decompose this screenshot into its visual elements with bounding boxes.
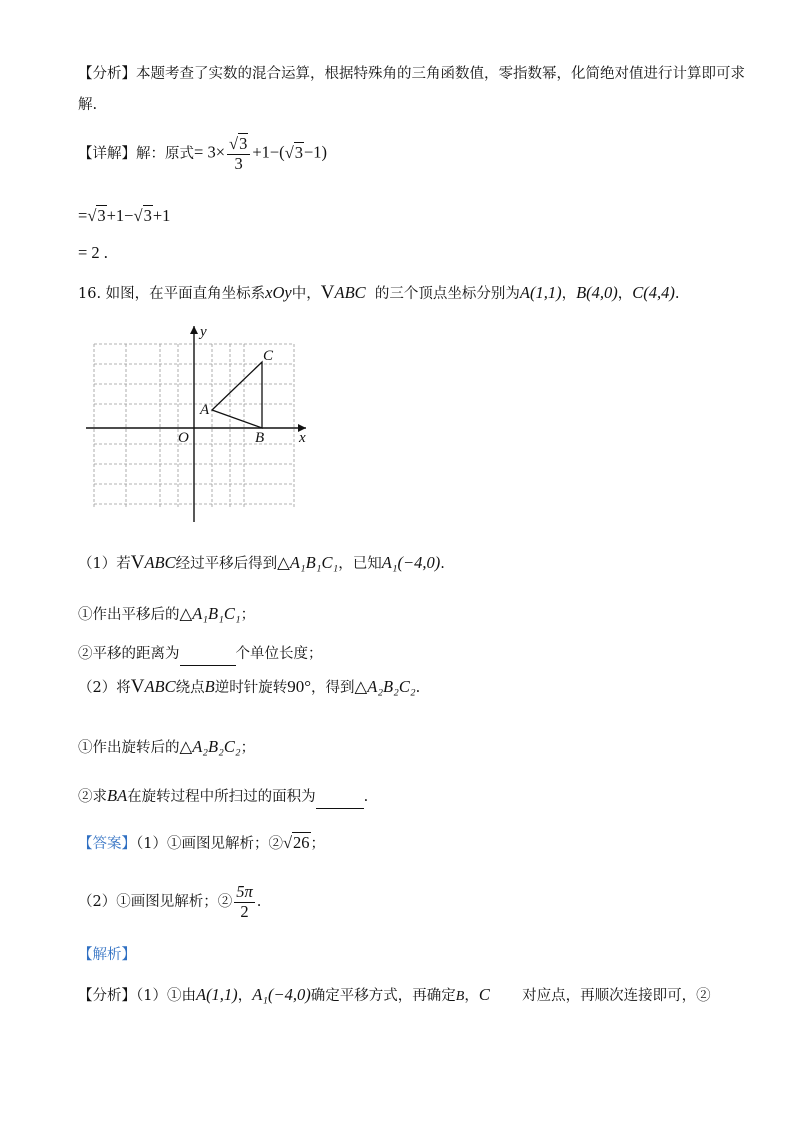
- answer-fraction: $\frac{5\pi}{2}$: [236, 882, 253, 921]
- detail-line-3: = 2 .: [78, 243, 108, 262]
- detail-lead: 解：原式: [136, 146, 194, 162]
- analysis-text-end: 解.: [78, 97, 98, 113]
- q2-sub2: ②求BA在旋转过程中所扫过的面积为 .: [78, 785, 368, 809]
- q1-line: （1）若VABC经过平移后得到△A₁B₁C₁，已知A₁(−4,0).: [78, 552, 445, 573]
- answer-tag: 【答案】: [78, 836, 136, 852]
- analysis-line-2: [78, 94, 97, 116]
- answer-line-1: 【答案】（1）①画图见解析；②√26；: [78, 833, 326, 852]
- fraction: $\frac{√3}{3}$: [227, 135, 250, 172]
- analysis2-line: 【分析】（1）①由A(1,1)，A₁(−4,0)确定平移方式，再确定B，C 对应点，再顺次连接即可，②: [78, 985, 711, 1004]
- detail-line-2: =√3+1−√3+1: [78, 206, 171, 225]
- answer-blank: [316, 786, 364, 809]
- label-c: C: [263, 348, 274, 364]
- analysis-text: 本题考查了实数的混合运算，根据特殊角的三角函数值，零指数幂，化简绝对值进行计算即可求: [136, 66, 745, 82]
- label-x: x: [299, 430, 306, 446]
- q2-line: （2）将VABC绕点B逆时针旋转90°，得到△A₂B₂C₂.: [78, 676, 421, 697]
- answer-line-2: （2）①画图见解析；② $\frac{5\pi}{2}$ .: [78, 882, 262, 921]
- triangle-abc: [212, 362, 262, 428]
- coordinate-figure: [80, 322, 320, 527]
- problem-16-stem: 16. 如图，在平面直角坐标系xOy中，VABC 的三个顶点坐标分别为A(1,1)，B(4,0)，C(4,4).: [78, 282, 680, 303]
- analysis-tag: 【分析】: [78, 66, 136, 82]
- label-b: B: [255, 430, 265, 446]
- jiexi-tag: 【解析】: [78, 947, 136, 963]
- label-a: A: [200, 402, 210, 418]
- detail-tag: 【详解】: [78, 146, 136, 162]
- analysis-line-1: [78, 63, 745, 85]
- q1-sub1: ①作出平移后的△A₁B₁C₁；: [78, 604, 256, 623]
- formula-1: = 3× $\frac{√3}{3}$ +1−(√3−1): [194, 134, 328, 173]
- y-axis-arrow-icon: [190, 326, 198, 334]
- q1-sub2: ②平移的距离为 个单位长度；: [78, 643, 323, 666]
- answer-blank: [180, 643, 236, 666]
- label-o: O: [178, 430, 189, 446]
- detail-line-1: [78, 134, 327, 174]
- label-y: y: [200, 324, 207, 340]
- q2-sub1: ①作出旋转后的△A₂B₂C₂；: [78, 737, 256, 756]
